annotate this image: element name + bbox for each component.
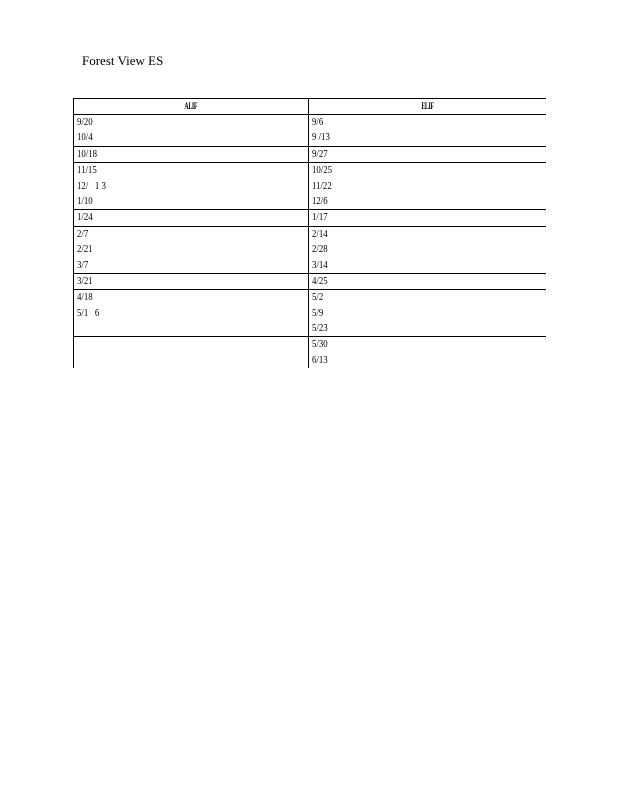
date-entry: 9/27	[312, 147, 328, 160]
table-row	[74, 226, 546, 273]
alif-cell	[74, 210, 309, 226]
date-entry: 5/30	[312, 338, 328, 351]
alif-cell	[74, 273, 309, 289]
date-entry: 5/1 6	[77, 306, 100, 319]
table-row	[74, 146, 546, 162]
date-entry: 1/24	[77, 211, 93, 224]
date-entry: 3/21	[77, 274, 93, 287]
date-entry: 12/6	[312, 194, 328, 207]
elif-cell	[309, 146, 546, 162]
date-entry: 2/7	[77, 227, 89, 240]
date-entry: 1/17	[312, 211, 328, 224]
column-header-alif: ALIF	[74, 99, 309, 115]
table-body	[74, 115, 546, 369]
schedule-table	[73, 98, 546, 368]
date-entry: 10/4	[77, 131, 93, 144]
date-entry: 11/22	[312, 179, 332, 192]
date-entry: 1/10	[77, 194, 93, 207]
table-row	[74, 337, 546, 368]
alif-cell	[74, 337, 309, 368]
date-entry: 5/23	[312, 322, 328, 335]
date-entry	[77, 353, 308, 368]
date-entry: 11/15	[77, 164, 97, 177]
column-header-elif: ELIF	[309, 99, 546, 115]
table-row	[74, 115, 546, 147]
date-entry: 9/6	[312, 116, 324, 128]
elif-cell	[309, 115, 546, 147]
elif-cell	[309, 226, 546, 273]
elif-cell	[309, 290, 546, 337]
date-entry: 12/ 1 3	[77, 179, 106, 192]
date-entry: 5/2	[312, 291, 324, 304]
table-row	[74, 290, 546, 337]
date-entry: 10/25	[312, 164, 333, 177]
alif-cell	[74, 226, 309, 273]
date-entry	[77, 337, 308, 352]
alif-cell	[74, 146, 309, 162]
date-entry: 2/14	[312, 227, 328, 240]
page-title: Forest View ES	[82, 53, 164, 68]
table-row	[74, 163, 546, 210]
date-entry	[77, 321, 308, 336]
date-entry: 10/18	[77, 147, 98, 160]
elif-cell	[309, 273, 546, 289]
date-entry: 9/20	[77, 116, 93, 128]
alif-cell	[74, 290, 309, 337]
date-entry: 5/9	[312, 306, 324, 319]
elif-cell	[309, 337, 546, 368]
elif-cell	[309, 163, 546, 210]
date-entry: 2/28	[312, 243, 328, 256]
date-entry: 2/21	[77, 243, 93, 256]
elif-cell	[309, 210, 546, 226]
date-entry: 3/7	[77, 258, 89, 271]
date-entry: 3/14	[312, 258, 328, 271]
date-entry: 6/13	[312, 353, 328, 366]
table-row	[74, 273, 546, 289]
table-row	[74, 210, 546, 226]
date-entry: 4/18	[77, 291, 93, 304]
alif-cell	[74, 163, 309, 210]
date-entry: 9 /13	[312, 131, 330, 144]
date-entry: 4/25	[312, 274, 328, 287]
alif-cell	[74, 115, 309, 147]
table-header-row	[74, 99, 546, 115]
